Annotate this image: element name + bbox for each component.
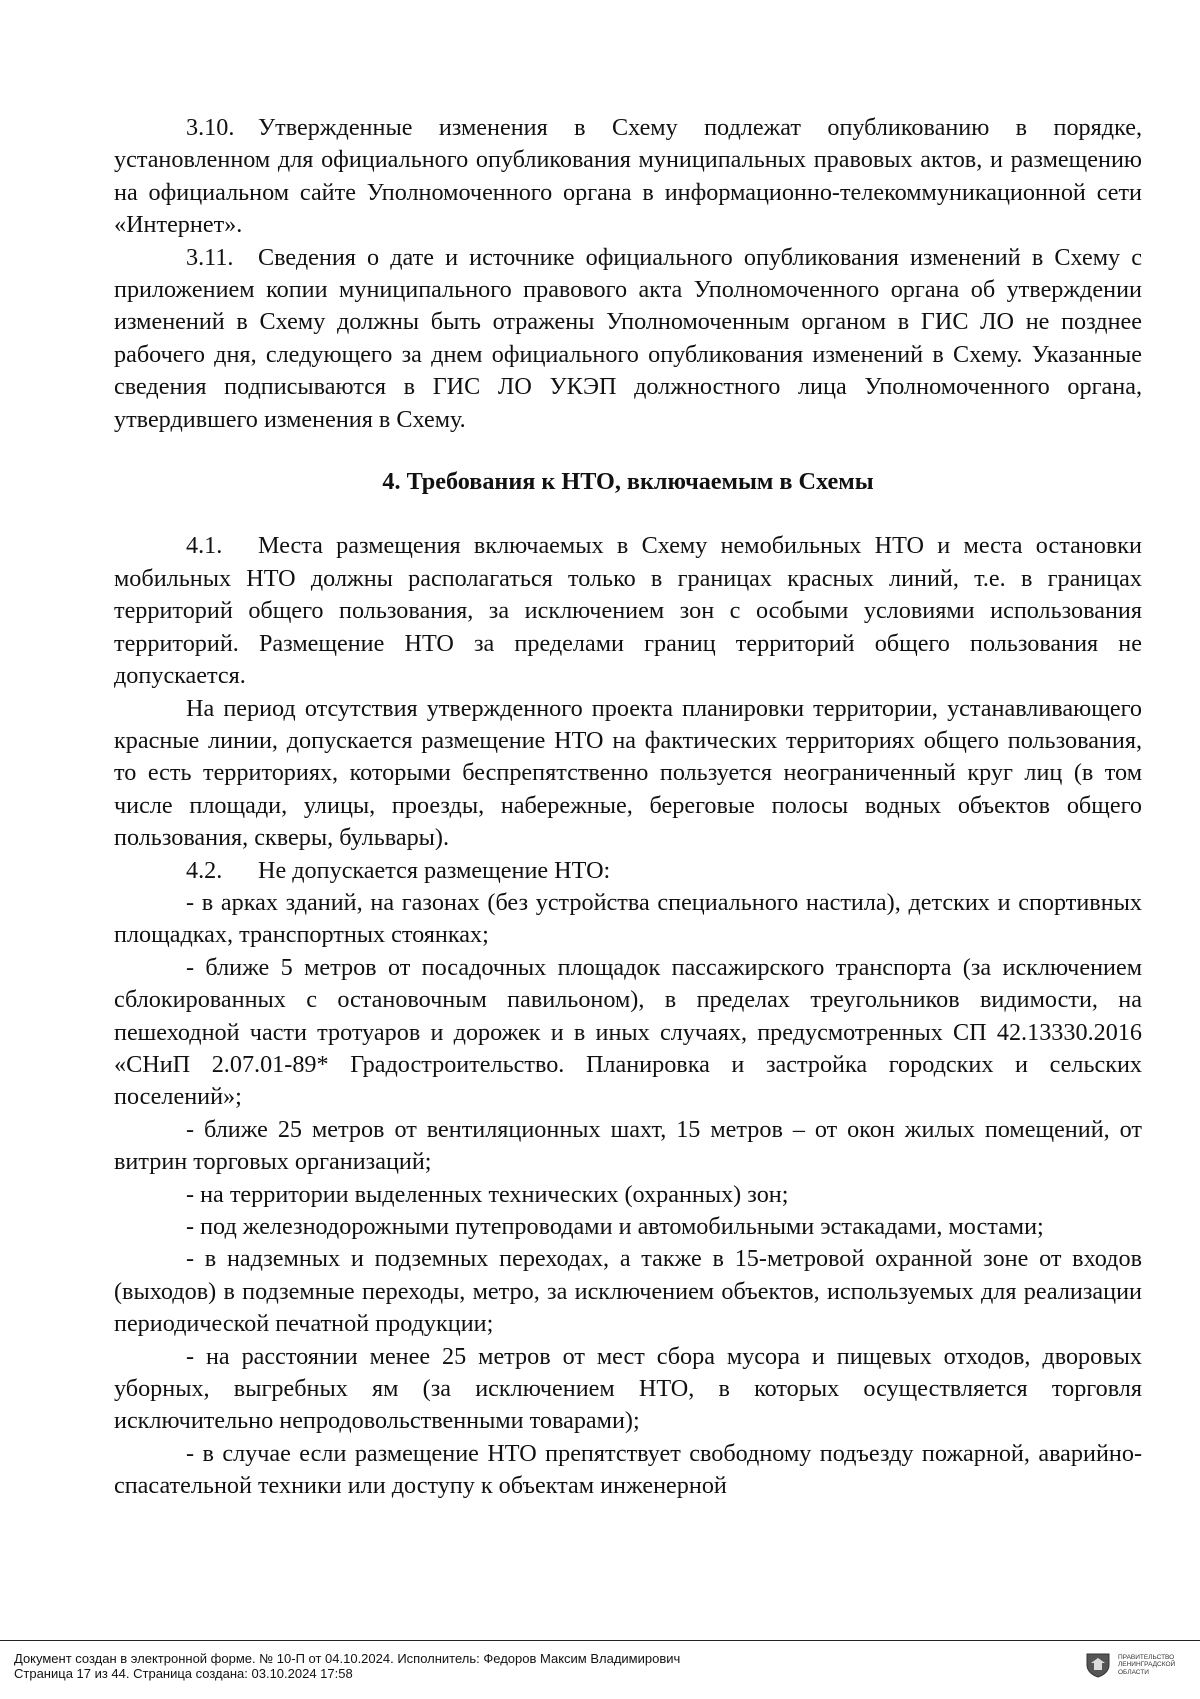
document-body: [114, 112, 1142, 1503]
paragraph-text: Утвержденные изменения в Схему подлежат опубликованию в порядке, установленном для официального опубликования муниципальных правовых актов, и размещению на официальном сайте Уполномоченного органа в информационно-телекоммуникационной сети «Интернет».: [114, 114, 1142, 239]
paragraph-text: Сведения о дате и источнике официального опубликования изменений в Схему с приложением копии муниципального правового акта Уполномоченного органа об утверждении изменений в Схему должны быть отражены Уполномоченным органом в ГИС ЛО не позднее рабочего дня, следующего за днем официального опубликования изменений в Схему. Указанные сведения подписываются в ГИС ЛО УКЭП должностного лица Уполномоченного органа, утвердившего изменения в Схему.: [114, 243, 1142, 433]
paragraph-4-1-continued: На период отсутствия утвержденного проекта планировки территории, устанавливающего красные линии, допускается размещение НТО на фактических территориях общего пользования, то есть территориях, которыми беспрепятственно пользуется неограниченный круг лиц (в том числе площади, улицы, проезды, набережные, береговые полосы водных объектов общего пользования, скверы, бульвары).: [114, 694, 1142, 852]
footer-text: [14, 1651, 680, 1681]
government-logo: [1084, 1651, 1188, 1679]
paragraph-4-1: [114, 530, 1142, 692]
paragraph-number: 4.2.: [186, 856, 223, 884]
list-item: - ближе 5 метров от посадочных площадок пассажирского транспорта (за исключением сблокированных с остановочным павильоном), в пределах треугольников видимости, на пешеходной части тротуаров и дорожек и в иных случаях, предусмотренных СП 42.13330.2016 «СНиП 2.07.01-89* Градостроительство. Планировка и застройка городских и сельских поселений»;: [114, 953, 1142, 1111]
footer-page-info: Страница 17 из 44. Страница создана: 03.10.2024 17:58: [14, 1666, 353, 1681]
list-item: - ближе 25 метров от вентиляционных шахт, 15 метров – от окон жилых помещений, от витрин торговых организаций;: [114, 1115, 1142, 1176]
list-item: - в арках зданий, на газонах (без устройства специального настила), детских и спортивных площадках, транспортных стоянках;: [114, 888, 1142, 949]
paragraph-3-11: [114, 242, 1142, 436]
paragraph-number: 3.10.: [186, 114, 235, 141]
section-heading: 4. Требования к НТО, включаемым в Схемы: [382, 468, 874, 496]
list-item: - на территории выделенных технических (охранных) зон;: [186, 1180, 789, 1208]
paragraph-number: 4.1.: [186, 532, 223, 560]
document-footer: [0, 1640, 1200, 1699]
paragraph-3-10: [114, 112, 1142, 242]
list-item: - в надземных и подземных переходах, а также в 15-метровой охранной зоне от входов (выходов) в подземные переходы, метро, за исключением объектов, используемых для реализации периодической печатной продукции;: [114, 1245, 1142, 1338]
paragraph-text: Не допускается размещение НТО:: [258, 856, 611, 884]
paragraph-number: 3.11.: [186, 243, 234, 271]
logo-caption: ПРАВИТЕЛЬСТВО ЛЕНИНГРАДСКОЙ ОБЛАСТИ: [1118, 1653, 1176, 1676]
list-item: - под железнодорожными путепроводами и автомобильными эстакадами, мостами;: [186, 1213, 1044, 1240]
coat-of-arms-icon: [1084, 1651, 1112, 1679]
paragraph-4-2: [114, 855, 1142, 887]
paragraph-text: Места размещения включаемых в Схему немобильных НТО и места остановки мобильных НТО должны располагаться только в границах красных линий, т.е. в границах территорий общего пользования, за исключением зон с особыми условиями использования территорий. Размещение НТО за пределами границ территорий общего пользования не допускается.: [114, 532, 1142, 690]
list-item: - на расстоянии менее 25 метров от мест сбора мусора и пищевых отходов, дворовых уборных, выгребных ям (за исключением НТО, в которых осуществляется торговля исключительно непродовольственными товарами);: [114, 1342, 1142, 1435]
footer-document-info: Документ создан в электронной форме. № 10-П от 04.10.2024. Исполнитель: Федоров Максим Владимирович: [14, 1651, 681, 1666]
list-item: - в случае если размещение НТО препятствует свободному подъезду пожарной, аварийно-спасательной техники или доступу к объектам инженерной: [114, 1439, 1142, 1500]
